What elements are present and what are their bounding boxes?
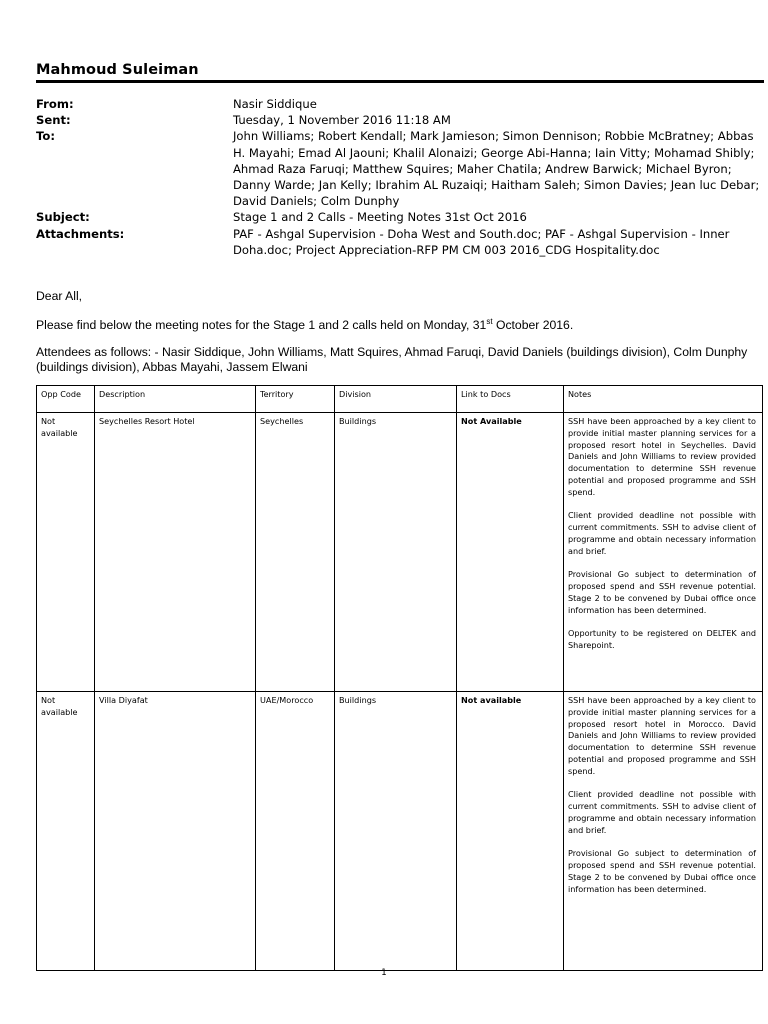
attachments-label: Attachments: <box>36 226 125 241</box>
subject-row <box>36 209 766 225</box>
column-header-opp-code: Opp Code <box>37 386 95 413</box>
notes-cell <box>564 692 763 971</box>
header-divider <box>36 80 764 83</box>
attachments-value: PAF - Ashgal Supervision - Doha West and South.doc; PAF - Ashgal Supervision - Inner Doha.doc; Project Appreciation-RFP PM CM 003 2016_CDG Hospitality.doc <box>233 226 730 257</box>
table-row <box>37 692 763 971</box>
division-cell: Buildings <box>335 692 457 971</box>
note-paragraph: SSH have been approached by a key client to provide initial master planning services for a proposed resort hotel in Morocco. David Daniels and John Williams to review provided documentation to determine SSH revenue potential and proposed programme and SSH spend. <box>568 695 756 776</box>
intro-ordinal-suffix: st <box>486 316 493 326</box>
notes-cell <box>564 413 763 692</box>
sent-value: Tuesday, 1 November 2016 11:18 AM <box>233 113 451 128</box>
link-to-docs-cell: Not available <box>457 692 564 971</box>
to-row <box>36 128 766 209</box>
table-row <box>37 413 763 692</box>
email-header <box>36 96 766 258</box>
greeting: Dear All, <box>36 289 83 303</box>
note-paragraph: Client provided deadline not possible with current commitments. SSH to advise client of programme and obtain necessary information and brief. <box>568 789 756 835</box>
link-to-docs-cell: Not Available <box>457 413 564 692</box>
column-header-link-to-docs: Link to Docs <box>457 386 564 413</box>
from-row <box>36 96 766 112</box>
attendees-paragraph: Attendees as follows: - Nasir Siddique, John Williams, Matt Squires, Ahmad Faruqi, David Daniels (buildings division), Colm Dunphy (buildings division), Abbas Mayahi, Jassem Elwani <box>36 345 748 374</box>
attachments-row <box>36 226 766 258</box>
division-cell: Buildings <box>335 413 457 692</box>
table-header-row <box>37 386 763 413</box>
note-paragraph: Client provided deadline not possible with current commitments. SSH to advise client of programme and obtain necessary information and brief. <box>568 510 756 556</box>
intro-prefix: Please find below the meeting notes for the Stage 1 and 2 calls held on Monday, 31 <box>36 318 487 332</box>
page-number: 1 <box>381 968 387 978</box>
to-value: John Williams; Robert Kendall; Mark Jamieson; Simon Dennison; Robbie McBratney; Abbas H. Mayahi; Emad Al Jaouni; Khalil Alonaizi; George Abi-Hanna; Iain Vitty; Mohamad Shibly; Ahmad Raza Faruqi; Matthew Squires; Maher Chatila; Andrew Barwick; Michael Byron; Danny Warde; Jan Kelly; Ibrahim AL Ruzaiqi; Haitham Saleh; Simon Davies; Jean luc Debar; David Daniels; Colm Dunphy <box>233 129 760 209</box>
column-header-description: Description <box>95 386 256 413</box>
sent-row <box>36 112 766 128</box>
note-paragraph: SSH have been approached by a key client to provide initial master planning services for a proposed resort hotel in Seychelles. David Daniels and John Williams to review provided documentation to determine SSH revenue potential and proposed programme and SSH spend. <box>568 416 756 497</box>
subject-label: Subject: <box>36 210 90 225</box>
note-paragraph: Provisional Go subject to determination of proposed spend and SSH revenue potential. Stage 2 to be convened by Dubai office once information has been determined. <box>568 569 756 615</box>
note-paragraph: Opportunity to be registered on DELTEK and Sharepoint. <box>568 628 756 651</box>
opp-code-cell: Not available <box>37 692 95 971</box>
note-paragraph: Provisional Go subject to determination of proposed spend and SSH revenue potential. Stage 2 to be convened by Dubai office once information has been determined. <box>568 848 756 894</box>
column-header-division: Division <box>335 386 457 413</box>
intro-paragraph <box>36 318 756 333</box>
from-value: Nasir Siddique <box>233 97 317 111</box>
intro-suffix: October 2016. <box>492 318 574 332</box>
opportunities-table <box>36 385 763 971</box>
to-label: To: <box>36 129 55 144</box>
territory-cell: Seychelles <box>256 413 335 692</box>
column-header-territory: Territory <box>256 386 335 413</box>
territory-cell: UAE/Morocco <box>256 692 335 971</box>
sent-label: Sent: <box>36 113 71 128</box>
subject-value: Stage 1 and 2 Calls - Meeting Notes 31st Oct 2016 <box>233 210 527 225</box>
column-header-notes: Notes <box>564 386 763 413</box>
sender-name: Mahmoud Suleiman <box>36 62 199 78</box>
description-cell: Villa Diyafat <box>95 692 256 971</box>
opp-code-cell: Not available <box>37 413 95 692</box>
description-cell: Seychelles Resort Hotel <box>95 413 256 692</box>
from-label: From: <box>36 97 74 111</box>
